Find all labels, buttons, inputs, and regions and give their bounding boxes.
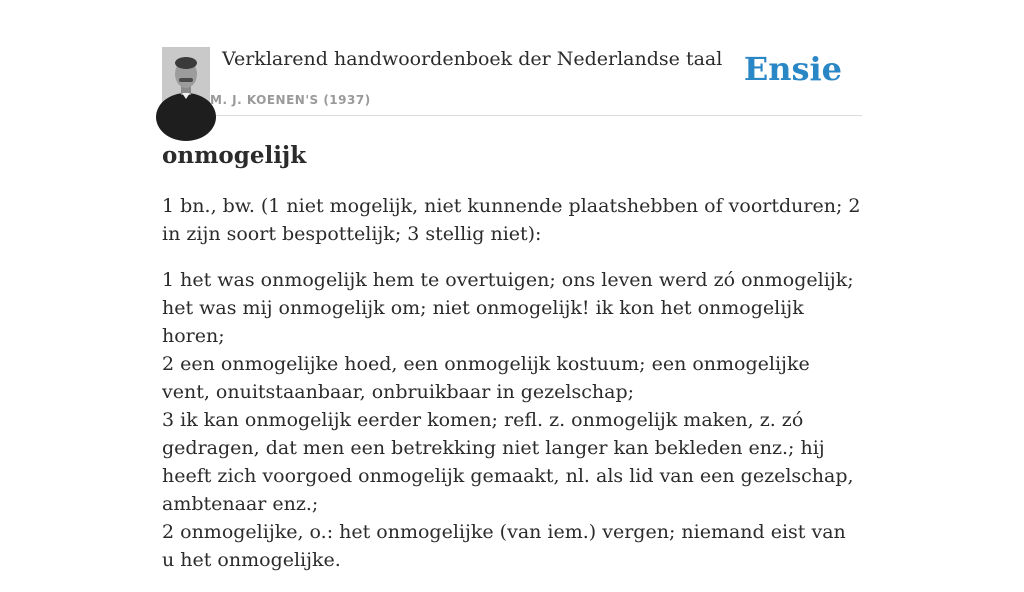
example-noun: 2 onmogelijke, o.: het onmogelijke (van iem.) vergen; niemand eist van u het onmogelijke. bbox=[162, 521, 846, 571]
author-portrait-icon bbox=[162, 47, 210, 115]
ensie-logo[interactable]: Ensie bbox=[743, 50, 842, 88]
entry-examples bbox=[162, 266, 862, 574]
entry-definition bbox=[162, 192, 862, 592]
book-title: Verklarend handwoordenboek der Nederlandse taal bbox=[222, 48, 723, 70]
book-author: M. J. KOENEN'S (1937) bbox=[210, 93, 371, 107]
example-sense-1: 1 het was onmogelijk hem te overtuigen; ons leven werd zó onmogelijk; het was mij onmogelijk om; niet onmogelijk! ik kon het onmogelijk horen; bbox=[162, 269, 854, 347]
page bbox=[162, 0, 862, 571]
entry-headword: onmogelijk bbox=[162, 142, 307, 169]
example-sense-3: 3 ik kan onmogelijk eerder komen; refl. z. onmogelijk maken, z. zó gedragen, dat men een betrekking niet langer kan bekleden enz.; hij heeft zich voorgoed onmogelijk gemaakt, nl. als lid van een gezelschap, ambtenaar enz.; bbox=[162, 409, 854, 515]
example-sense-2: 2 een onmogelijke hoed, een onmogelijk kostuum; een onmogelijke vent, onuitstaanbaar, onbruikbaar in gezelschap; bbox=[162, 353, 810, 403]
entry-intro: 1 bn., bw. (1 niet mogelijk, niet kunnende plaatshebben of voortduren; 2 in zijn soort bespottelijk; 3 stellig niet): bbox=[162, 195, 861, 245]
dictionary-header bbox=[162, 0, 862, 116]
